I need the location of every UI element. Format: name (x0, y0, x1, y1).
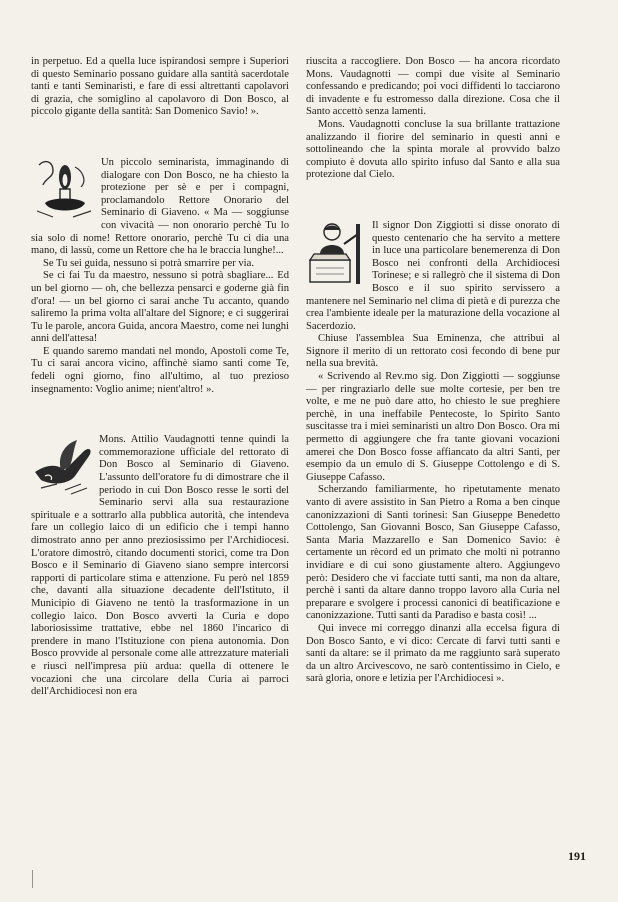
candle-illustration (31, 157, 97, 221)
seminarist-section (31, 157, 289, 396)
scan-mark (32, 870, 33, 888)
paragraph: « Scrivendo al Rev.mo sig. Don Ziggiotti — soggiunse — per ringraziarlo delle sue molte cortesie, per ben tre volte, e me ne può dare atto, ho chiesto le sue preghiere perchè, in una ineffabile Pentecoste, lo Spirito Santo suscitasse tra i miei seminaristi un altro Don Bosco. Ora mi permetto di aggiungere che fra tante giovani vocazioni amerei che Don Bosco fosse affiancato da altri Santi, per esempio da un emulo di S. Giuseppe Cottolengo e di S. Giuseppe Cafasso. (306, 371, 560, 483)
page-number: 191 (568, 849, 586, 863)
paragraph: riuscita a raccogliere. Don Bosco — ha ancora ricordato Mons. Vaudagnotti — compì due visite al Seminario confessando e predicando; poi voci diffidenti lo tacciarono di invadente e fu estromesso dalla direzione. Cosa che il Santo accettò senza lamenti. (306, 56, 560, 118)
left-column (31, 56, 289, 699)
paragraph: Un piccolo seminarista, immaginando di dialogare con Don Bosco, ne ha chiesto la protezione per sè e per i compagni, proclamandolo Rettore Onorario del Seminario di Giaveno. « Ma — soggiunse con vivacità — non onorario perchè Tu lo sia solo di nome! Rettore onorario, perchè Tu ci dia una mano, di lassù, come un Rettore che ha le braccia lunghe!... (31, 156, 289, 257)
paragraph: Scherzando familiarmente, ho ripetutamente menato vanto di avere assistito in San Pietro a Roma a ben cinque canonizzazioni di Santi torinesi: San Giuseppe Benedetto Cottolengo, San Giovanni Bosco, San Giuseppe Cafasso, Santa Maria Mazzarello e San Domenico Savio: è certamente un rècord ed un primato che molti ni potranno invidiare e di cui sono giustamente altero. Aggiungevo però: Desidero che vi facciate tutti santi, ma non da altare, perchè i santi da altare danno troppo lavoro alla Curia nel preparare e svolgere i processi canonici di beatificazione e canonizzazione. Tutti santi da Paradiso e basta così! ... (306, 484, 560, 622)
ziggiotti-section (306, 220, 560, 686)
paragraph: Se ci fai Tu da maestro, nessuno si potrà sbagliare... Ed un bel giorno — oh, che bellezza pensarci e goderne già fin d'ora! — un bel giorno ci sarai anche Tu accanto, quando saliremo la prima volta all'altare del Signore; e ci suggerirai Tu le parole, ancora Guida, ancora Maestro, come nei lunghi anni dell'attesa! (31, 270, 289, 345)
paragraph: Qui invece mi correggo dinanzi alla eccelsa figura di Don Bosco Santo, e vi dico: Cercate di farvi tutti santi e santi da altare: se il primato da me raggiunto sarà superato da un altro Arcivescovo, ne sarò contentissimo in Cielo, e sarà gloria, onore e letizia per l'Archidiocesi ». (306, 622, 560, 685)
paragraph: Il signor Don Ziggiotti si disse onorato di questo centenario che ha servito a mettere in luce una particolare benemerenza di Don Bosco nei confronti della Archidiocesi Torinese; e si rallegrò che il sistema di Don Bosco e il suo spirito servissero a mantenere nel Seminario nel clima di pietà e di purezza che crea l'ambiente ideale per la maturazione della vocazione al Sacerdozio. (306, 219, 560, 332)
dove-illustration (31, 434, 95, 496)
speaker-illustration (306, 220, 368, 286)
paragraph: Mons. Attilio Vaudagnotti tenne quindi la commemorazione ufficiale del rettorato di Don Bosco al Seminario di Giaveno. L'assunto dell'oratore fu di dimostrare che il periodo in cui Don Bosco resse le sorti del Seminario servì alla sua restaurazione spirituale e a sottrarlo alla pubblica autorità, che intendeva fare un collegio laico di un edificio che i tempi hanno dimostrato anno per anno preziosissimo per l'Archidiocesi. L'oratore dimostrò, citando documenti storici, come tra Don Bosco e il Seminario di Giaveno siano sempre intercorsi rapporti di particolare stima e attenzione. Fu però nel 1859 che, davanti alla situazione decadente dell'Istituto, il Municipio di Giaveno ne tentò la trasformazione in un collegio laico. Don Bosco avvertì la Curia e dopo laboriosissime trattative, ebbe nel 1860 l'incarico di prendere in mano l'Istituzione con piena autonomia. Don Bosco provvide al personale come alle attrezzature materiali e riuscì nell'impresa più ardua: quella di ottenere le vocazioni che una circolare della Curia ai parroci dell'Archidiocesi non era (31, 434, 289, 698)
paragraph: E quando saremo mandati nel mondo, Apostoli come Te, Tu ci sarai ancora vicino, affinchè siamo santi come Te, fedeli ogni giorno, fino all'ultimo, al tuo prezioso insegnamento: Voglio anime; nient'altro! ». (31, 345, 289, 395)
paragraph: Chiuse l'assemblea Sua Eminenza, che attribuì al Signore il merito di un rettorato così fecondo di bene pur nella sua brevità. (306, 333, 560, 370)
right-column (306, 56, 560, 686)
paragraph: in perpetuo. Ed a quella luce ispirandosi sempre i Superiori di questo Seminario possano guidare alla santità sacerdotale tanti e tanti Seminaristi, e fare di essi altrettanti capolavori di grazia, che somiglino al capolavoro di Don Bosco, al piccolo gigante della santità: San Domenico Savio! ». (31, 56, 289, 118)
paragraph: Se Tu sei guida, nessuno si potrà smarrire per via. (43, 257, 254, 269)
vaudagnotti-section (31, 434, 289, 698)
paragraph: Mons. Vaudagnotti concluse la sua brillante trattazione analizzando il fiorire del seminario in questi anni e sottolineando che la spinta morale al provvido balzo compiuto è dovuta allo spirito infuso dal Santo e alla sua protezione dal Cielo. (306, 118, 560, 181)
